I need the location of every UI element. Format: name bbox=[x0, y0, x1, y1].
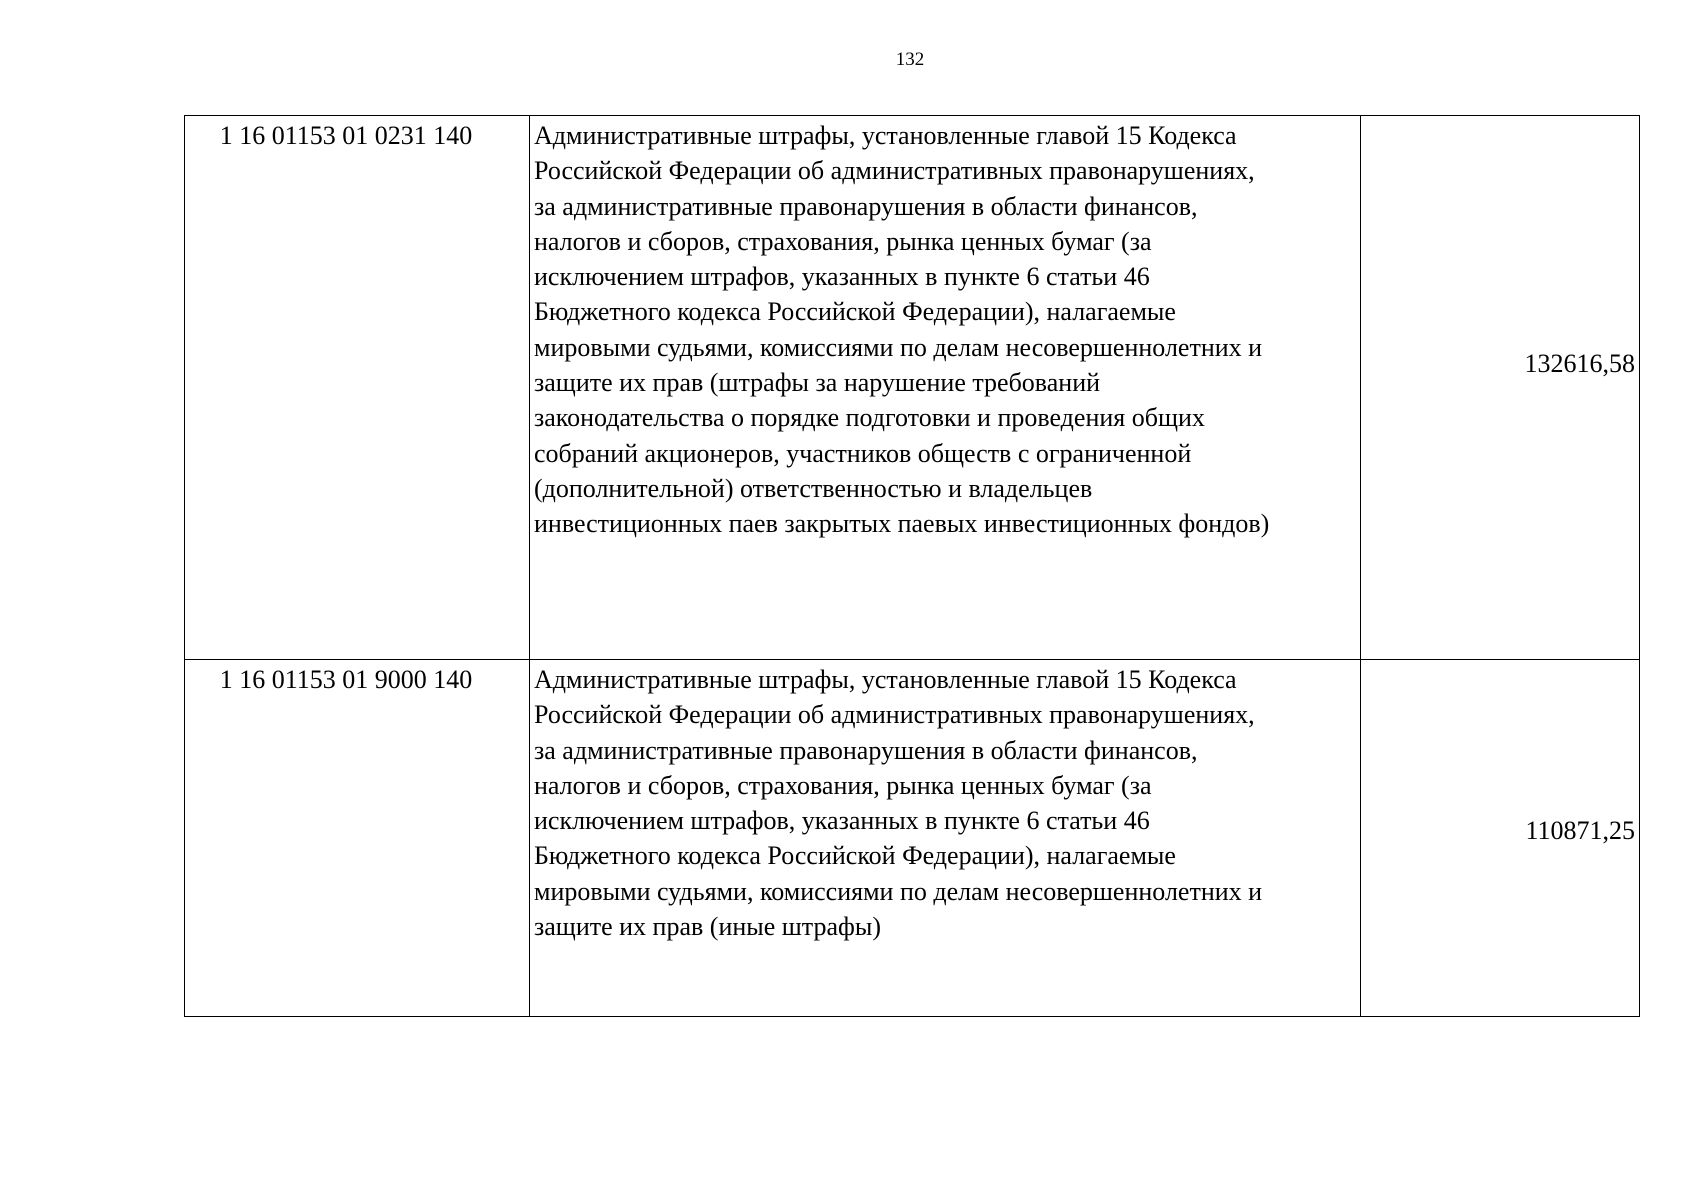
description-cell: Административные штрафы, установленные главой 15 Кодекса Российской Федерации об административных правонарушениях, за административные правонарушения в области финансов, налогов и сборов, страхования, рынка ценных бумаг (за исключением штрафов, указанных в пункте 6 статьи 46 Бюджетного кодекса Российской Федерации), налагаемые мировыми судьями, комиссиями по делам несовершеннолетних и защите их прав (штрафы за нарушение требований законодательства о порядке подготовки и проведения общих собраний акционеров, участников обществ с ограниченной (дополнительной) ответственностью и владельцев инвестиционных паев закрытых паевых инвестиционных фондов) bbox=[530, 116, 1361, 660]
amount-cell: 132616,58 bbox=[1361, 116, 1640, 660]
page-number: 132 bbox=[895, 49, 925, 70]
description-cell: Административные штрафы, установленные главой 15 Кодекса Российской Федерации об административных правонарушениях, за административные правонарушения в области финансов, налогов и сборов, страхования, рынка ценных бумаг (за исключением штрафов, указанных в пункте 6 статьи 46 Бюджетного кодекса Российской Федерации), налагаемые мировыми судьями, комиссиями по делам несовершеннолетних и защите их прав (иные штрафы) bbox=[530, 660, 1361, 1017]
budget-code-cell bbox=[185, 660, 530, 1017]
budget-table bbox=[184, 115, 1635, 1017]
amount-cell: 110871,25 bbox=[1361, 660, 1640, 1017]
budget-table-grid bbox=[184, 115, 1640, 1017]
table-row bbox=[185, 116, 1640, 660]
budget-code: 1 16 01153 01 9000 140 bbox=[219, 665, 473, 694]
budget-code-cell bbox=[185, 116, 530, 660]
budget-code: 1 16 01153 01 0231 140 bbox=[219, 121, 473, 150]
table-row bbox=[185, 660, 1640, 1017]
